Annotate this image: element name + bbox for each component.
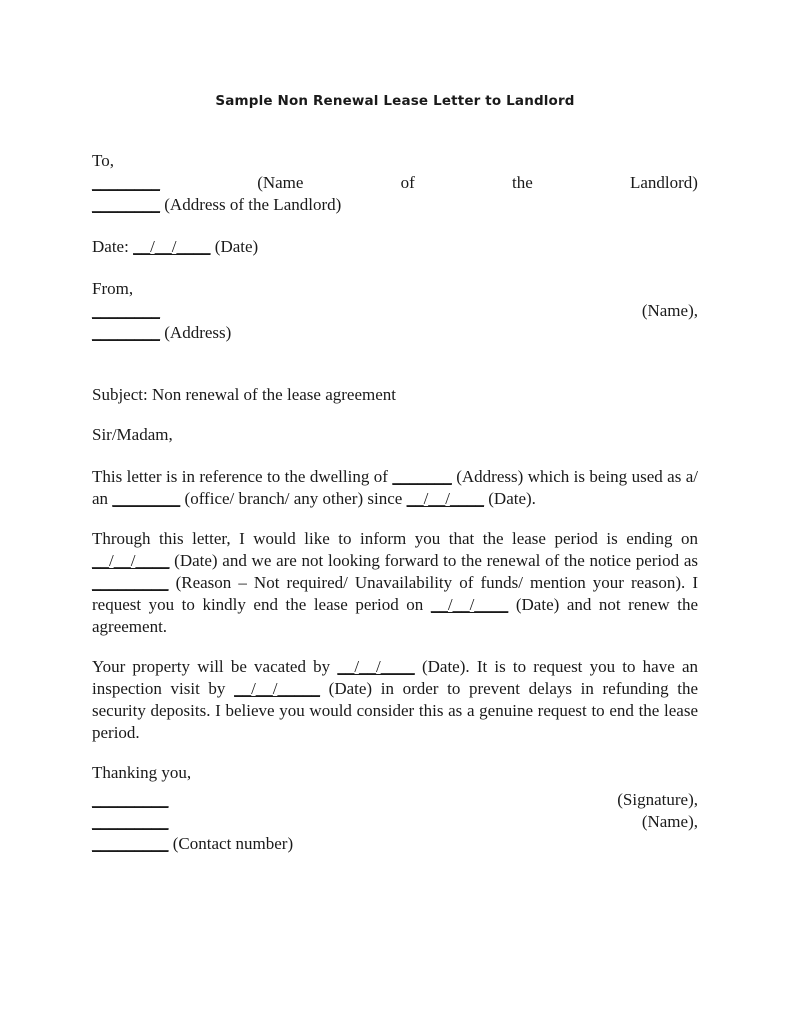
signature-block bbox=[92, 789, 698, 855]
closing-thanks: Thanking you, bbox=[92, 763, 192, 782]
sender-name-line bbox=[92, 300, 698, 322]
sender-address-text: (Address) bbox=[164, 323, 232, 342]
p2-text-2: (Date) and we are not looking forward to the renewal of the notice period as bbox=[174, 551, 699, 570]
contact-line bbox=[92, 833, 698, 855]
date-label: Date: bbox=[92, 237, 129, 256]
p1-text-3: (office/ branch/ any other) since bbox=[184, 489, 403, 508]
p1-text-4: (Date). bbox=[488, 489, 536, 508]
recipient-name-word-1: (Name bbox=[257, 173, 304, 192]
contact-blank: _________ bbox=[92, 834, 169, 853]
subject-line: Subject: Non renewal of the lease agreement bbox=[92, 385, 396, 404]
recipient-name-line bbox=[92, 172, 698, 194]
from-label: From, bbox=[92, 279, 134, 298]
page-title: Sample Non Renewal Lease Letter to Landlord bbox=[215, 93, 575, 109]
p2-request-date-blank: __/__/____ bbox=[430, 595, 509, 614]
closing-name-label: (Name), bbox=[641, 812, 698, 831]
paragraph-reference bbox=[92, 466, 698, 510]
p1-text-2: (Address) which is being used as a/ an bbox=[92, 467, 699, 508]
p2-text-4: (Date) and not renew the agreement. bbox=[92, 595, 699, 636]
recipient-name-word-3: the bbox=[512, 173, 533, 192]
recipient-block bbox=[92, 150, 698, 216]
signature-line bbox=[92, 789, 698, 811]
p1-usage-blank: ________ bbox=[112, 489, 181, 508]
sender-address-blank: ________ bbox=[92, 323, 160, 342]
paragraph-notice bbox=[92, 528, 698, 638]
recipient-address-line bbox=[92, 194, 698, 216]
paragraph-vacate bbox=[92, 656, 698, 744]
p3-inspection-date-blank: __/__/_____ bbox=[234, 679, 321, 698]
closing-name-blank: _________ bbox=[92, 812, 169, 831]
signature-label: (Signature), bbox=[617, 790, 698, 809]
sender-address-line bbox=[92, 322, 698, 344]
p3-vacate-date-blank: __/__/____ bbox=[337, 657, 415, 676]
sender-name-text: (Name), bbox=[641, 301, 698, 320]
spacer bbox=[92, 446, 698, 466]
spacer bbox=[92, 258, 698, 278]
p1-date-blank: __/__/____ bbox=[406, 489, 485, 508]
sender-block bbox=[92, 278, 698, 344]
signature-blank: _________ bbox=[92, 790, 169, 809]
p2-text-3: (Reason – Not required/ Unavailability of funds/ mention your reason). I request you to kindly end the lease period on bbox=[92, 573, 699, 614]
date-blank: __/__/____ bbox=[133, 237, 211, 256]
spacer bbox=[92, 406, 698, 424]
recipient-address-blank: ________ bbox=[92, 195, 160, 214]
recipient-name-word-4: Landlord) bbox=[629, 173, 698, 192]
recipient-name-word-2: of bbox=[400, 173, 415, 192]
p3-text-3: (Date) in order to prevent delays in refunding the security deposits. I believe you would consider this as a genuine request to end the lease period. bbox=[92, 679, 698, 742]
spacer bbox=[92, 344, 698, 366]
spacer bbox=[92, 744, 698, 762]
spacer bbox=[92, 638, 698, 656]
salutation: Sir/Madam, bbox=[92, 425, 173, 444]
to-label: To, bbox=[92, 151, 114, 170]
sender-name-blank: ________ bbox=[92, 301, 160, 320]
spacer bbox=[92, 216, 698, 236]
p2-text-1: Through this letter, I would like to inform you that the lease period is ending on bbox=[92, 529, 698, 548]
spacer bbox=[92, 366, 698, 384]
date-line bbox=[92, 236, 698, 258]
p3-text-1: Your property will be vacated by bbox=[92, 657, 331, 676]
closing-name-line bbox=[92, 811, 698, 833]
contact-label: (Contact number) bbox=[172, 834, 294, 853]
recipient-name-blank: ________ bbox=[92, 173, 160, 192]
spacer bbox=[92, 510, 698, 528]
letter-body bbox=[92, 150, 698, 784]
p3-text-2: (Date). It is to request you to have an inspection visit by bbox=[92, 657, 698, 698]
p2-reason-blank: _________ bbox=[92, 573, 169, 592]
recipient-address-text: (Address of the Landlord) bbox=[164, 195, 342, 214]
p1-text-1: This letter is in reference to the dwelling of bbox=[92, 467, 388, 486]
p2-end-date-blank: __/__/____ bbox=[92, 551, 170, 570]
date-suffix: (Date) bbox=[214, 237, 259, 256]
p1-address-blank: _______ bbox=[392, 467, 452, 486]
